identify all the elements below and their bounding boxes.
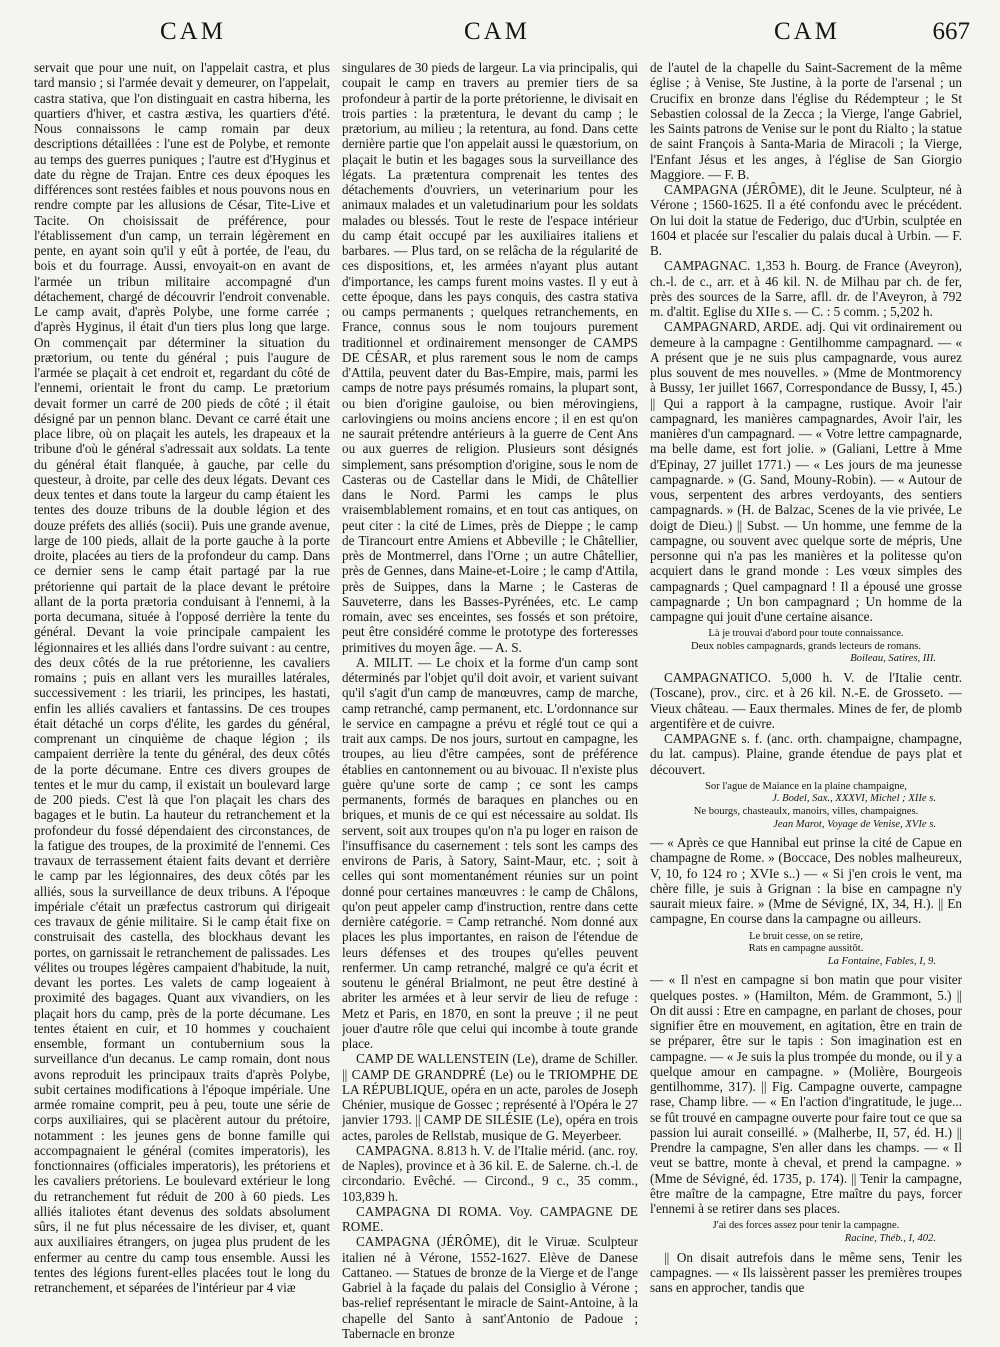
- old-french-quotations: [650, 781, 962, 831]
- boileau-quotation: [650, 628, 962, 666]
- header-right-word: CAM: [774, 18, 840, 45]
- racine-quotation: [650, 1220, 962, 1245]
- camp-de-wallenstein-entry: CAMP DE WALLENSTEIN (Le), drame de Schiller. || CAMP DE GRANDPRÉ (Le) ou le TRIOMPHE DE LA RÉPUBLIQUE, opéra en un acte, paroles de Joseph Chénier, musique de Gossec ; représenté à l'Opéra le 27 janvier 1793. || CAMP DE SILÉSIE (Le), opéra en trois actes, paroles de Rellstab, musique de G. Meyerbeer.: [342, 1051, 638, 1143]
- campagna-jerome-continued: de l'autel de la chapelle du Saint-Sacrement de la même église ; à Venise, Ste Justine, à la porte de l'arsenal ; un Crucifix en bronze dans l'église du Rédempteur ; le St Sebastien colossal de la Zecca ; la Vierge, l'ange Gabriel, les Saints patrons de Venise sur le pont du Rialto ; la statue de saint François à Santa-Maria de Miracoli ; la Vierge, l'Enfant Jésus et les anges, à l'église de San Giorgio Maggiore. — F. B.: [650, 60, 962, 182]
- page-number: 667: [932, 18, 970, 45]
- column-middle: [342, 60, 638, 1340]
- camp-paragraph-continued: singulares de 30 pieds de largeur. La via principalis, qui coupait le camp en travers au premier tiers de sa profondeur à partir de la porte prétorienne, le divisait en trois parties : la prætentura, le devant du camp ; le prætorium, au milieu ; la retentura, au fond. Dans cette dernière partie que l'on appelait aussi le quæstorium, on plaçait le butin et les bagages sous la surveillance des légats. La prætentura comprenait les tentes des détachements d'ouvriers, un veterinarium pour les animaux malades et un valetudinarium pour les soldats malades ou blessés. Tout le reste de l'espace intérieur du camp était occupé par les auxiliaires italiens et barbares. — Plus tard, on se relâcha de la régularité de ces dispositions, et, les armées n'ayant plus autant d'importance, les camps furent moins vastes. Il y eut à cette époque, dans les pays conquis, des castra stativa ou camps permanents ; quelques retranchements, en France, connus sous le nom toujours purement traditionnel et ordinairement mensonger de CAMPS DE CÉSAR, et plus rarement sous le nom de camps d'Attila, peuvent dater du Bas-Empire, mais, parmi les camps de notre pays présumés romains, la plupart sont, ou bien d'origine gauloise, ou bien mérovingiens, carlovingiens ou moins anciens encore ; il en est qu'on ne saurait prétendre antérieurs à la guerre de Cent Ans ou aux guerres de religion. Plusieurs sont désignés simplement, sans présomption d'origine, sous le nom de Casteras ou de Castellar dans le Midi, de Châtellier dans le Nord. Parmi les camps le plus vraisemblablement romains, et en tout cas antiques, on peut citer : la cité de Limes, près de Dieppe ; le camp de Tirancourt entre Amiens et Abbeville ; le Châtellier, près de Montmerrel, dans l'Orne ; un autre Châtellier, près de Gennes, dans Maine-et-Loire ; le camp d'Attila, près de Suippes, dans la Marne ; le Casteras de Sauveterre, dans les Basses-Pyrénées, etc. Le camp romain, avec ses enceintes, ses fossés et son prétoire, peut être considéré comme le prototype des forteresses primitives du moyen âge. — A. S.: [342, 60, 638, 655]
- running-header: [30, 18, 970, 52]
- quote-line: Le bruit cesse, on se retire,: [749, 930, 863, 942]
- campagne-examples: — « Après ce que Hannibal eut prinse la cité de Capue en champagne de Rome. » (Boccace, Des nobles malheureux, V, 10, fo 124 ro ; XVIe s..) — « Si j'en crois le vent, ma chère fille, je suis à Grignan : la bise en campagne n'y saurait mieux faire. » (Mme de Sévigné, IX, 34, H.). || En campagne, En course dans la campagne ou ailleurs.: [650, 835, 962, 927]
- campagnatico-entry: CAMPAGNATICO. 5,000 h. V. de l'Italie centr. (Toscane), prov., circ. et à 26 kil. N.-E. de Grosseto. — Vieux château. — Eaux thermales. Mines de fer, de plomb argentifère et de cuivre.: [650, 670, 962, 731]
- campagne-final-paragraph: || On disait autrefois dans le même sens, Tenir les campagnes. — « Ils laissèrent passer les premières troupes sans en approcher, tandis que: [650, 1249, 962, 1296]
- camp-militaire-paragraph: A. MILIT. — Le choix et la forme d'un camp sont déterminés par l'objet qu'il doit avoir, et varient suivant qu'il s'agit d'un camp de manœuvres, camp de marche, camp retranché, camp permanent, etc. L'ordonnance sur le service en campagne a prévu et réglé tout ce qui a trait aux camps. De nos jours, surtout en campagne, les troupes, au lieu d'être campées, sont de préférence établies en cantonnement ou au bivouac. Il n'existe plus guère qu'une sorte de camp ; ce sont les camps permanents, formés de baraques en planches ou en briques, et munis de ce qui est nécessaire au soldat. Ils servent, soit aux troupes qu'on n'a pu loger en raison de l'insuffisance du casernement : tels sont les camps des environs de Paris, à Satory, Saint-Maur, etc. ; soit à celles qui sont momentanément réunies sur un point donné pour certaines manœuvres : le camp de Châlons, qu'on peut appeler camp d'instruction, rentre dans cette dernière catégorie. = Camp retranché. Nom donné aux places les plus importantes, en raison de l'étendue de leurs défenses et des troupes qu'elles peuvent renfermer. Un camp retranché, malgré ce qu'a écrit et soutenu le général Brialmont, ne peut être destiné à abriter les armées et à leur servir de lieu de refuge : Metz et Paris, en 1870, en sont la preuve ; il ne peut jouer d'autre rôle que celui qui incombe à toute grande place.: [342, 654, 638, 1051]
- quote-source: Jean Marot, Voyage de Venise, XVIe s.: [773, 818, 936, 830]
- column-left-text: servait que pour une nuit, on l'appelait castra, et plus tard mansio ; si l'armée devait y demeurer, on l'appelait, castra stativa, que l'on distinguait en castra hiberna, les quartiers d'hiver, et castra æstiva, les quartiers d'été. Nous connaissons le camp romain par deux descriptions détaillées : l'une est de Polybe, et remonte au temps des guerres puniques ; l'autre est d'Hyginus et date du règne de Trajan. Entre ces deux époques les différences sont restées faibles et nous pouvons nous en rendre compte par les allusions de César, Tite-Live et Tacite. On choisissait de préférence, pour l'établissement d'un camp, un terrain légèrement en pente, en ayant soin qu'il y eût à portée, de l'eau, du bois et du fourrage. Aussi, envoyait-on en avant de l'armée un tribun militaire accompagné d'un détachement, chargé de découvrir l'endroit convenable. Le camp avait, d'après Polybe, une forme carrée ; d'après Hyginus, il était d'un tiers plus long que large. On commençait par déterminer la situation du prætorium, ou tente du général ; puis l'augure de l'armée se plaçait à cet endroit et, regardant du côté de l'ennemi, orientait le front du camp. Le prætorium devait former un carré de 200 pieds de côté ; il était désigné par un pennon blanc. Devant ce carré était une place libre, où on plaçait les autels, les drapeaux et la tribune d'où le général s'adressait aux soldats. La tente du général était flanquée, à gauche, par celle du questeur, à droite, par celle des deux légats. Devant ces deux tentes et dans toute la largeur du camp étaient les tentes des douze tribuns de la double légion et des douze préfets des alliés (socii). Puis une grande avenue, large de 100 pieds, allait de la porte gauche à la porte droite, placées au tiers de la profondeur du camp. Dans ce dernier sens le camp était partagé par la rue prétorienne qui partait de la place devant le prétoire allant de la porta prætoria conduisant à l'ennemi, à la porta decumana, située à l'opposé derrière la tente du général. Devant la voie principale campaient les légionnaires et les alliés dans l'ordre suivant : au centre, des deux côtés de la rue prétorienne, les cavaliers romains ; puis en allant vers les murailles latérales, successivement : les triarii, les principes, les hastati, enfin les alliés cavaliers et fantassins. De ces troupes était détaché un corps d'élite, les gardes du général, comprenant un cinquième de chaque légion ; ils campaient derrière la tente du général, des deux côtés de la porte décumane. Entre ces divers groupes de tentes et le mur du camp, il existait un boulevard large de 200 pieds. C'est là que l'on plaçait les chars des bagages et le butin. La hauteur du retranchement et la profondeur du fossé dépendaient des circonstances, de la fatigue des troupes, de la proximité de l'ennemi. Ces travaux de terrassement étaient faits devant et derrière le camp par les légionnaires, des deux côtés par les alliés, sous la surveillance de deux tribuns. A l'époque impériale c'était un præfectus castrorum qui dirigeait ces travaux de génie militaire. Si le camp était fixe on construisait des castella, des blockhaus devant les portes, on garnissait le retranchement de palissades. Les vélites ou troupes légères campaient d'habitude, la nuit, devant les portes. Les valets de camp logeaient à proximité des bagages. Quant aux vivandiers, on les plaçait hors du camp, près de la porte décumane. Les tentes étaient en cuir, et 10 hommes y couchaient ensemble, formant un contubernium sous la surveillance d'un decanus. Le camp romain, dont nous avons reproduit les principaux traits d'après Polybe, subit certaines modifications à l'époque impériale. Une armée romaine comprit, peu à peu, toute une série de corps auxiliaires, qui se placèrent autour du prétoire, notamment : les jeunes gens de bonne famille qui accompagnaient le général (comites imperatoris), les fonctionnaires (officiales imperatoris), les prétoriens et les cavaliers prétoriens. Le boulevard extérieur le long du retranchement fut réduit de 200 à 60 pieds. Les alliés italiotes étant devenus des soldats absolument sûrs, il ne fut plus nécessaire de les diviser, et, quant aux auxiliaires étrangers, on jugea plus prudent de les enfermer au centre du camp tous ensemble. Aussi les tentes des légions furent-elles placées tout le long du retranchement, et séparées de l'intérieur par 4 viæ: [34, 60, 330, 1295]
- quote-line: Sor l'ague de Maiance en la plaine champaigne,: [705, 780, 907, 792]
- quote-line: Ne bourgs, chasteaulx, manoirs, villes, champaignes.: [693, 805, 919, 817]
- campagna-le-jeune-entry: CAMPAGNA (JÉRÔME), dit le Jeune. Sculpteur, né à Vérone ; 1560-1625. Il a été confondu avec le précédent. On lui doit la statue de Federigo, duc d'Urbin, sculptée en 1604 et placée sur l'escalier du palais ducal à Urbin. — F. B.: [650, 182, 962, 258]
- la-fontaine-quotation: [650, 931, 962, 969]
- column-left: [34, 60, 330, 1340]
- quote-line: Deux nobles campagnards, grands lecteurs de romans.: [690, 640, 922, 652]
- quote-source: Racine, Théb., I, 402.: [844, 1233, 936, 1245]
- campagne-entry: CAMPAGNE s. f. (anc. orth. champaigne, champagne, du lat. campus). Plaine, grande étendue de pays plat et découvert.: [650, 731, 962, 777]
- column-right: [650, 60, 962, 1340]
- campagne-senses: — « Il n'est en campagne si bon matin que pour visiter quelques postes. » (Hamilton, Mém. de Grammont, 5.) || On dit aussi : Etre en campagne, en parlant de choses, pour signifier être en mouvement, en agitation, être en train de se préparer, être sur le tapis : Son imagination est en campagne. — « Je suis la plus trompée du monde, ou il y a quelque amour en campagne. » (Molière, Bourgeois gentilhomme, 317). || Fig. Campagne ouverte, campagne rase, Champ libre. — « En l'action d'ingratitude, le juge... se fût trouvé en campagne ouverte pour faire tout ce que sa passion lui aurait conseillé. » (Malherbe, II, 57, éd. H.) || Prendre la campagne, S'en aller dans les champs. — « Il veut se battre, monte à cheval, et prend la campagne. » (Mme de Sévigné, éd. 1735, p. 174). || Tenir la campagne, être maître de la campagne, Etre maître du pays, forcer l'ennemi à se retirer dans ses places.: [650, 972, 962, 1217]
- campagnac-entry: CAMPAGNAC. 1,353 h. Bourg. de France (Aveyron), ch.-l. de c., arr. et à 46 kil. N. de Milhau par ch. de fer, près des sources de la Sarre, afll. dr. de l'Aveyron, à 792 m. d'altit. Eglise du XIIe s. — C. : 5 comm. ; 5,202 h.: [650, 258, 962, 319]
- quote-line: Rats en campagne aussitôt.: [748, 943, 864, 955]
- campagnard-entry: CAMPAGNARD, ARDE. adj. Qui vit ordinairement ou demeure à la campagne : Gentilhomme campagnard. — « A présent que je ne suis plus campagnarde, vous aurez plus souvent de mes nouvelles. » (Mme de Montmorency à Bussy, 1er juillet 1667, Correspondance de Bussy, I, 45.) || Qui a rapport à la campagne, rustique. Avoir l'air campagnard, les manières campagnardes, Avoir l'air, les manières d'un campagnard. — « Votre lettre campagnarde, ma belle dame, est fort jolie. » (Galiani, Lettre à Mme d'Epinay, 27 juillet 1771.) — « Les jours de ma jeunesse campagnarde. » (G. Sand, Mouny-Robin). — « Autour de vous, serpentent des arbres verdoyants, des sentiers campagnards. » (H. de Balzac, Scenes de la vie privée, Le doigt de Dieu.) || Subst. — Un homme, une femme de la campagne, ou souvent avec quelque sorte de mépris, Une personne qui n'a pas les manières et la politesse qu'on acquiert dans le grand monde : Les vœux simples des campagnards ; Quel campagnard ! Il a épousé une grosse campagnarde ; Un bon campagnard ; Un homme de la campagne qui jouit d'une certaine aisance.: [650, 319, 962, 624]
- header-left-word: CAM: [160, 18, 226, 45]
- quote-source: La Fontaine, Fables, I, 9.: [827, 955, 936, 967]
- quote-source: J. Bodel, Sax., XXXVI, Michel ; XIIe s.: [772, 793, 936, 805]
- header-middle-word: CAM: [464, 18, 530, 45]
- quote-line: Là je trouvai d'abord pour toute connaissance.: [708, 628, 904, 640]
- campagna-jerome-entry: CAMPAGNA (JÉRÔME), dit le Viruæ. Sculpteur italien né à Vérone, 1552-1627. Elève de Danese Cattaneo. — Statues de bronze de la Vierge et de l'ange Gabriel à la façade du palais del Consiglio à Vérone ; bas-relief représentant le miracle de Saint-Antoine, à la chapelle del Santo à sant'Antonio de Padoue ; Tabernacle en bronze: [342, 1234, 638, 1340]
- quote-line: J'ai des forces assez pour tenir la campagne.: [712, 1220, 900, 1232]
- quote-source: Boileau, Satires, III.: [850, 653, 936, 665]
- campagna-di-roma-entry: CAMPAGNA DI ROMA. Voy. CAMPAGNE DE ROME.: [342, 1203, 638, 1234]
- campagna-entry: CAMPAGNA. 8.813 h. V. de l'Italie mérid. (anc. roy. de Naples), province et à 36 kil. E. de Salerne. ch.-l. de circondario. Evêché. — Circond., 9 c., 35 comm., 103,839 h.: [342, 1142, 638, 1204]
